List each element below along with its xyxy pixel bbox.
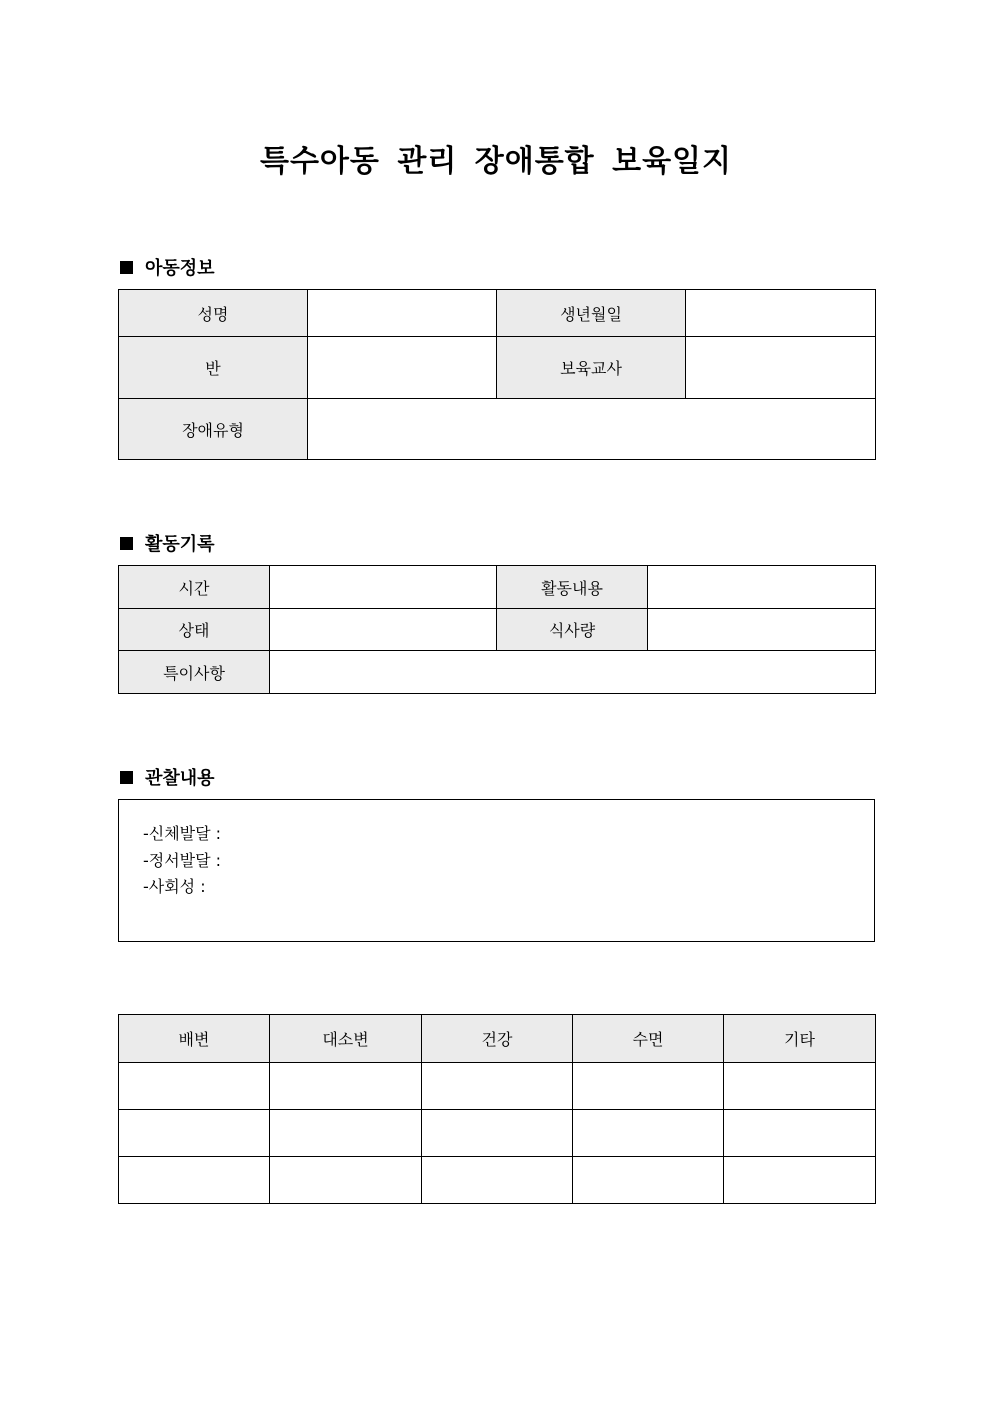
table-cell[interactable]: [119, 1063, 270, 1110]
table-row: [119, 1110, 876, 1157]
child-info-table: [118, 289, 876, 460]
meal-field[interactable]: [648, 609, 876, 651]
table-cell[interactable]: [573, 1157, 724, 1204]
state-label: 상태: [119, 609, 270, 651]
table-row: [119, 1157, 876, 1204]
child-info-heading-text: 아동정보: [145, 258, 215, 279]
table-cell[interactable]: [270, 1063, 422, 1110]
table-cell[interactable]: [270, 1157, 422, 1204]
activity-table: [118, 565, 876, 694]
class-label: 반: [119, 337, 308, 399]
table-cell[interactable]: [422, 1157, 573, 1204]
observation-box[interactable]: [118, 799, 875, 942]
time-field[interactable]: [270, 566, 497, 609]
notes-field[interactable]: [270, 651, 876, 694]
square-bullet-icon: [120, 261, 133, 274]
state-field[interactable]: [270, 609, 497, 651]
observation-heading-text: 관찰내용: [145, 768, 215, 789]
header-excretion: 대소변: [270, 1015, 422, 1063]
table-cell[interactable]: [724, 1157, 876, 1204]
notes-label: 특이사항: [119, 651, 270, 694]
header-bowel: 배변: [119, 1015, 270, 1063]
header-health: 건강: [422, 1015, 573, 1063]
meal-label: 식사량: [497, 609, 648, 651]
name-field[interactable]: [308, 290, 497, 337]
table-cell[interactable]: [422, 1063, 573, 1110]
page-title: 특수아동 관리 장애통합 보육일지: [259, 144, 733, 179]
child-info-heading: [120, 254, 215, 280]
activity-content-field[interactable]: [648, 566, 876, 609]
observation-physical: -신체발달 :: [143, 824, 222, 843]
disability-field[interactable]: [308, 399, 876, 460]
table-cell[interactable]: [573, 1110, 724, 1157]
name-label: 성명: [119, 290, 308, 337]
header-sleep: 수면: [573, 1015, 724, 1063]
observation-social: -사회성 :: [143, 877, 206, 896]
activity-heading-text: 활동기록: [145, 534, 215, 555]
table-cell[interactable]: [724, 1110, 876, 1157]
header-other: 기타: [724, 1015, 876, 1063]
health-table: [118, 1014, 876, 1204]
birth-label: 생년월일: [497, 290, 686, 337]
table-cell[interactable]: [119, 1110, 270, 1157]
teacher-label: 보육교사: [497, 337, 686, 399]
class-field[interactable]: [308, 337, 497, 399]
table-cell[interactable]: [119, 1157, 270, 1204]
table-cell[interactable]: [270, 1110, 422, 1157]
teacher-field[interactable]: [686, 337, 876, 399]
square-bullet-icon: [120, 537, 133, 550]
table-cell[interactable]: [422, 1110, 573, 1157]
birth-field[interactable]: [686, 290, 876, 337]
observation-heading: [120, 764, 215, 790]
activity-heading: [120, 530, 215, 556]
activity-content-label: 활동내용: [497, 566, 648, 609]
table-cell[interactable]: [573, 1063, 724, 1110]
square-bullet-icon: [120, 771, 133, 784]
table-cell[interactable]: [724, 1063, 876, 1110]
time-label: 시간: [119, 566, 270, 609]
table-row: [119, 1063, 876, 1110]
observation-emotional: -정서발달 :: [143, 851, 222, 870]
disability-label: 장애유형: [119, 399, 308, 460]
